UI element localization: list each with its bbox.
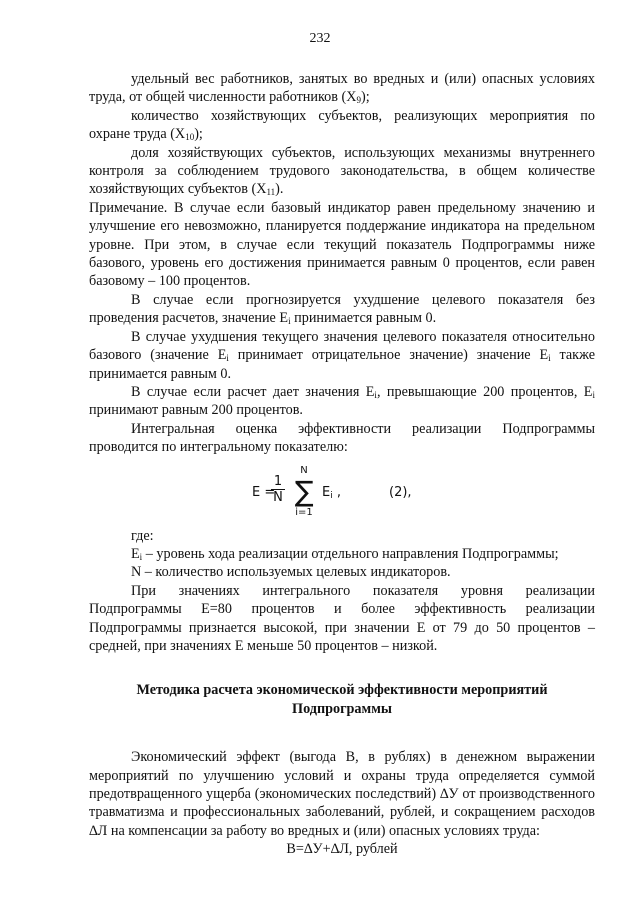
text-run: Интегральная оценка эффективности реализации Подпрограммы проводится по интегральному показателю: <box>89 420 595 456</box>
paragraph-p1 <box>89 291 595 328</box>
fraction-denominator: N <box>273 489 283 505</box>
formula-term <box>322 484 341 502</box>
subscript: 11 <box>266 187 276 198</box>
text-run: – уровень хода реализации отдельного направления Подпрограммы; <box>142 545 559 562</box>
page-number: 232 <box>309 31 331 46</box>
paragraph-g2 <box>89 563 595 581</box>
integral-formula <box>89 465 595 523</box>
text-run: В случае ухудшения текущего значения целевого показателя относительно базового (значение E <box>89 328 595 364</box>
text-run: Примечание. В случае если базовый индикатор равен предельному значению и улучшение его невозможно, планируется поддержание индикатора на предельном уровне. При этом, в случае если текущий показатель Подпрограммы ниже базового, уровень его достижения принимается равным 0 процентов, если равен базовому – 100 процентов. <box>89 199 595 290</box>
text-run: N – количество используемых целевых индикаторов. <box>131 564 451 581</box>
sum-symbol: ∑ <box>294 474 314 508</box>
paragraph-l1 <box>89 70 595 107</box>
term-subscript: i <box>330 490 333 501</box>
sum-lower-limit: i=1 <box>295 506 313 518</box>
equation-number: (2), <box>389 484 412 500</box>
text-run: ); <box>194 126 203 143</box>
section-heading: Методика расчета экономической эффективности мероприятий Подпрограммы <box>136 682 548 717</box>
formula-fraction <box>271 474 285 505</box>
subscript: i <box>374 389 377 400</box>
paragraph-group-final <box>89 748 595 840</box>
paragraph-group-main <box>89 70 595 457</box>
summation <box>289 465 319 519</box>
term-tail: , <box>332 484 341 500</box>
subscript: i <box>139 551 143 562</box>
paragraph-f1 <box>89 748 595 840</box>
paragraph-l2 <box>89 107 595 144</box>
paragraph-note <box>89 199 595 291</box>
text-run: ); <box>360 89 370 106</box>
subscript: 9 <box>356 95 361 106</box>
paragraph-g3 <box>89 582 595 656</box>
subscript: i <box>288 316 291 327</box>
text-run: количество хозяйствующих субъектов, реализующих мероприятия по охране труда (X <box>89 107 595 143</box>
final-formula: B=∆У+∆Л, рублей <box>286 841 398 858</box>
text-run: также принимается равным 0. <box>89 347 595 382</box>
fraction-numerator: 1 <box>273 473 283 489</box>
text-run: В случае если расчет дает значения E <box>131 383 375 400</box>
text-run: принимается равным 0. <box>290 310 437 327</box>
subscript: 10 <box>185 132 195 143</box>
paragraph-l3 <box>89 144 595 199</box>
text-run: где: <box>131 527 154 544</box>
text-run: При значениях интегрального показателя уровня реализации Подпрограммы E=80 процентов и более эффективность реализации Подпрограммы признается высокой, при значении E от 79 до 50 процентов – средней, при значениях E меньше 50 процентов – низкой. <box>89 582 595 654</box>
paragraph-p2 <box>89 328 595 383</box>
text-run: удельный вес работников, занятых во вредных и (или) опасных условиях труда, от общей численности работников (X <box>89 71 595 106</box>
term-symbol: E <box>322 484 331 500</box>
text-run: доля хозяйствующих субъектов, использующих механизмы внутреннего контроля за соблюдением трудового законодательства, в общем количестве хозяйствующих субъектов (X <box>89 144 595 198</box>
formula-lhs: E = <box>252 484 276 500</box>
sum-upper-limit: N <box>300 464 308 476</box>
text-run: принимают равным 200 процентов. <box>89 402 303 419</box>
paragraph-group-legend <box>89 527 595 656</box>
subscript: i <box>548 353 551 364</box>
text-run: ). <box>275 181 284 198</box>
paragraph-p4 <box>89 420 595 457</box>
subscript: i <box>592 389 595 400</box>
text-run: Экономический эффект (выгода B, в рублях) в денежном выражении мероприятий по улучшению условий и охраны труда определяется суммой предотвращенного ущерба (экономических последствий) ∆У от производственного травматизма и профессиональных заболеваний, рублей, и сокращением расходов ∆Л на компенсации за работу во вредных и (или) опасных условиях труда: <box>89 749 595 839</box>
paragraph-g1 <box>89 545 595 563</box>
text-run: В случае если прогнозируется ухудшение целевого показателя без проведения расчетов, значение E <box>89 291 595 327</box>
paragraph-p3 <box>89 383 595 420</box>
page-content <box>89 70 595 859</box>
text-run: , превышающие 200 процентов, E <box>376 383 593 400</box>
subscript: i <box>226 353 229 364</box>
text-run: E <box>131 545 140 562</box>
text-run: принимает отрицательное значение) значение E <box>228 347 549 364</box>
paragraph-g0 <box>89 527 595 545</box>
